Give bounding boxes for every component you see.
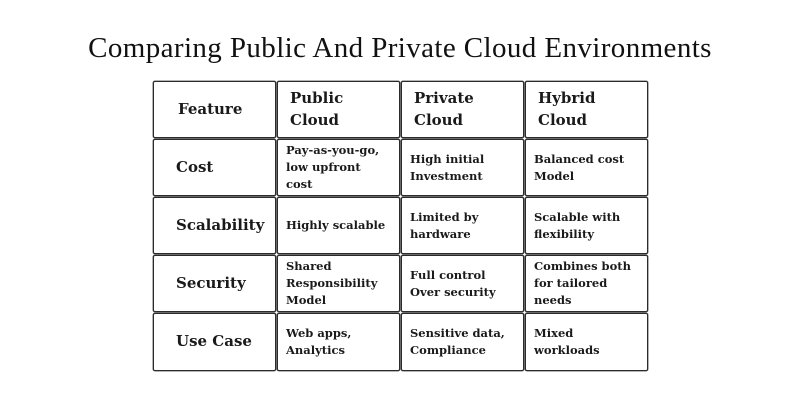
cell-scalability-public: Highly scalable: [277, 197, 400, 254]
page-title: Comparing Public And Private Cloud Environments: [88, 32, 712, 64]
header-public-cloud: Public Cloud: [277, 81, 400, 138]
cell-cost-public: Pay-as-you-go, low upfront cost: [277, 139, 400, 196]
cell-cost-private: High initial Investment: [401, 139, 524, 196]
row-label-use-case: Use Case: [153, 313, 276, 371]
row-label-cost: Cost: [153, 139, 276, 196]
cell-use-case-private: Sensitive data, Compliance: [401, 313, 524, 371]
cell-cost-hybrid: Balanced cost Model: [525, 139, 648, 196]
row-label-scalability: Scalability: [153, 197, 276, 254]
cell-security-private: Full control Over security: [401, 255, 524, 312]
cell-security-hybrid: Combines both for tailored needs: [525, 255, 648, 312]
header-private-cloud: Private Cloud: [401, 81, 524, 138]
row-label-security: Security: [153, 255, 276, 312]
cell-scalability-private: Limited by hardware: [401, 197, 524, 254]
header-feature: Feature: [153, 81, 276, 138]
cell-security-public: Shared Responsibility Model: [277, 255, 400, 312]
cell-use-case-public: Web apps, Analytics: [277, 313, 400, 371]
header-hybrid-cloud: Hybrid Cloud: [525, 81, 648, 138]
cell-scalability-hybrid: Scalable with flexibility: [525, 197, 648, 254]
cell-use-case-hybrid: Mixed workloads: [525, 313, 648, 371]
comparison-table: [152, 80, 646, 370]
